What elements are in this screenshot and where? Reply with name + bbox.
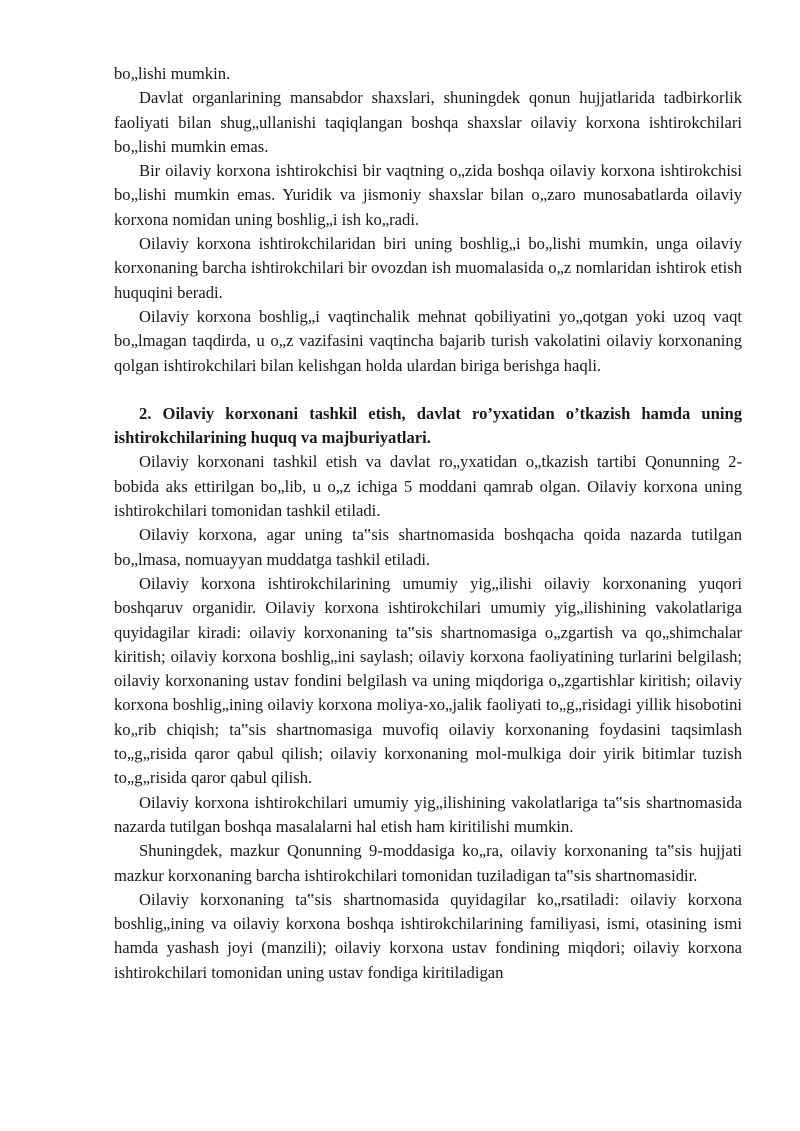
paragraph-head-election: Oilaviy korxona ishtirokchilaridan biri uning boshlig„i bo„lishi mumkin, unga oilaviy korxonaning barcha ishtirokchilari bir ovozdan ish muomalasida o„z nomlaridan ishtirok etish huquqini beradi. — [114, 234, 742, 302]
document-page — [114, 62, 742, 985]
paragraph-registration-procedure: Oilaviy korxonani tashkil etish va davlat ro„yxatidan o„tkazish tartibi Qonunning 2-bobida aks ettirilgan bo„lib, u o„z ichiga 5 moddani qamrab olgan. Oilaviy korxona uning ishtirokchilari tomonidan tashkil etiladi. — [114, 452, 742, 521]
paragraph-continuation: bo„lishi mumkin. — [114, 64, 231, 83]
paragraph-single-membership: Bir oilaviy korxona ishtirokchisi bir vaqtning o„zida boshqa oilaviy korxona ishtirokchisi bo„lishi mumkin emas. Yuridik va jismoniy shaxslar bilan o„zaro munosabatlarda oilaviy korxona nomidan uning boshlig„i ish ko„radi. — [114, 161, 742, 229]
paragraph-duration: Oilaviy korxona, agar uning ta‟sis shartnomasida boshqacha qoida nazarda tutilgan bo„lmasa, nomuayyan muddatga tashkil etiladi. — [114, 525, 742, 569]
paragraph-officials-restriction: Davlat organlarining mansabdor shaxslari, shuningdek qonun hujjatlarida tadbirkorlik faoliyati bilan shug„ullanishi taqiqlangan boshqa shaxslar oilaviy korxona ishtirokchilari bo„lishi mumkin emas. — [114, 88, 742, 156]
section-spacer — [114, 378, 742, 402]
paragraph-general-meeting: Oilaviy korxona ishtirokchilarining umumiy yig„ilishi oilaviy korxonaning yuqori boshqaruv organidir. Oilaviy korxona ishtirokchilari umumiy yig„ilishining vakolatlariga quyidagilar kiradi: oilaviy korxonaning ta‟sis shartnomasiga o„zgartish va qo„shimchalar kiritish; oilaviy korxona boshlig„ini saylash; oilaviy korxona faoliyatining turlarini belgilash; oilaviy korxonaning ustav fondini belgilash va uning miqdoriga o„zgartishlar kiritish; oilaviy korxona boshlig„ining oilaviy korxona moliya-xo„jalik faoliyati to„g„risidagi yillik hisobotini ko„rib chiqish; ta‟sis shartnomasiga muvofiq oilaviy korxonaning foydasini taqsimlash to„g„risida qaror qabul qilish; oilaviy korxonaning mol-mulkiga doir yirik bitimlar tuzish to„g„risida qaror qabul qilish. — [114, 573, 742, 788]
paragraph-meeting-other-powers: Oilaviy korxona ishtirokchilari umumiy yig„ilishining vakolatlariga ta‟sis shartnomasida nazarda tutilgan boshqa masalalarni hal etish ham kiritilishi mumkin. — [114, 792, 742, 836]
section-heading: 2. Oilaviy korxonani tashkil etish, davlat ro’yxatidan o’tkazish hamda uning ishtirokchilarining huquq va majburiyatlari. — [114, 403, 742, 448]
paragraph-founding-document: Shuningdek, mazkur Qonunning 9-moddasiga ko„ra, oilaviy korxonaning ta‟sis hujjati mazkur korxonaning barcha ishtirokchilari tomonidan tuziladigan ta‟sis shartnomasidir. — [114, 841, 742, 885]
paragraph-founding-contents: Oilaviy korxonaning ta‟sis shartnomasida quyidagilar ko„rsatiladi: oilaviy korxona boshlig„ining va oilaviy korxona boshqa ishtirokchilarining familiyasi, ismi, otasining ismi hamda yashash joyi (manzili); oilaviy korxona ustav fondining miqdori; oilaviy korxona ishtirokchilari tomonidan uning ustav fondiga kiritiladigan — [114, 889, 742, 982]
paragraph-head-substitute: Oilaviy korxona boshlig„i vaqtinchalik mehnat qobiliyatini yo„qotgan yoki uzoq vaqt bo„lmagan taqdirda, u o„z vazifasini vaqtincha bajarib turish vakolatini oilaviy korxonaning qolgan ishtirokchilari bilan kelishgan holda ulardan biriga berishga haqli. — [114, 306, 742, 375]
